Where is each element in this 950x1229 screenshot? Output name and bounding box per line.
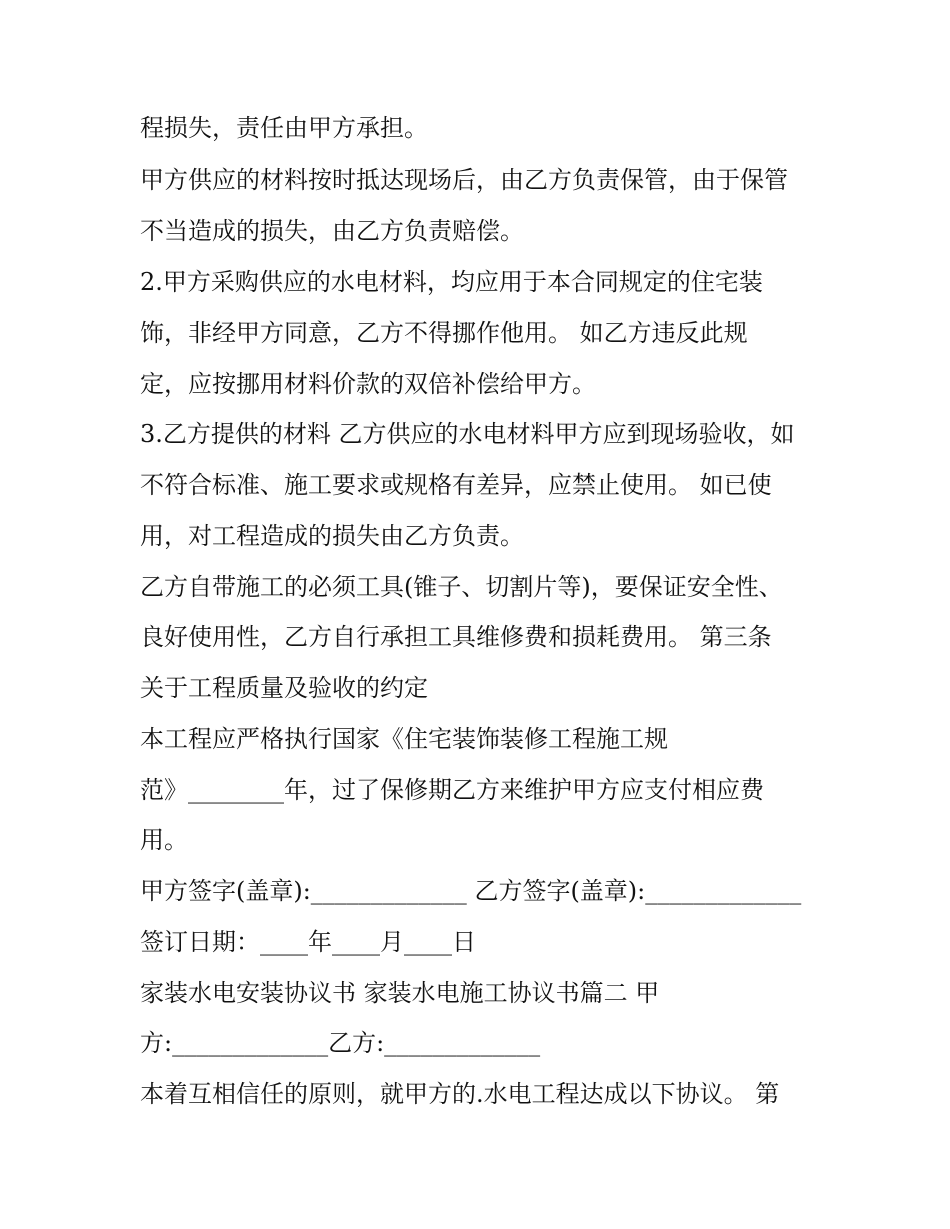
text-line: 良好使用性，乙方自行承担工具维修费和损耗费用。 第三条 xyxy=(140,623,772,651)
text-line: 2.甲方采购供应的水电材料，均应用于本合同规定的住宅装 xyxy=(140,268,763,296)
text-line: 不当造成的损失，由乙方负责赔偿。 xyxy=(140,217,524,245)
text-line: 用。 xyxy=(140,826,188,854)
text-line: 不符合标准、施工要求或规格有差异，应禁止使用。 如已使 xyxy=(140,471,772,499)
text-line: 关于工程质量及验收的约定 xyxy=(140,674,428,702)
text-line: 本着互相信任的原则，就甲方的.水电工程达成以下协议。 第 xyxy=(140,1080,780,1108)
text-line: 用，对工程造成的损失由乙方负责。 xyxy=(140,522,524,550)
text-line: 3.乙方提供的材料 乙方供应的水电材料甲方应到现场验收，如 xyxy=(140,420,795,448)
text-line: 范》________年，过了保修期乙方来维护甲方应支付相应费 xyxy=(140,776,764,804)
text-line: 饰，非经甲方同意，乙方不得挪作他用。 如乙方违反此规 xyxy=(140,319,748,347)
signature-line: 甲方签字(盖章):_____________ 乙方签字(盖章):_____________ xyxy=(140,877,802,905)
party-line: 方:_____________乙方:_____________ xyxy=(140,1029,541,1057)
text-line: 乙方自带施工的必须工具(锥子、切割片等)，要保证安全性、 xyxy=(140,573,783,601)
date-line: 签订日期：____年____月____日 xyxy=(140,928,476,956)
text-line: 甲方供应的材料按时抵达现场后，由乙方负责保管，由于保管 xyxy=(140,166,788,194)
section-heading-line: 家装水电安装协议书 家装水电施工协议书篇二 甲 xyxy=(140,979,660,1007)
text-line: 定，应按挪用材料价款的双倍补偿给甲方。 xyxy=(140,370,596,398)
text-line: 本工程应严格执行国家《住宅装饰装修工程施工规 xyxy=(140,725,668,753)
text-line: 程损失，责任由甲方承担。 xyxy=(140,114,428,142)
